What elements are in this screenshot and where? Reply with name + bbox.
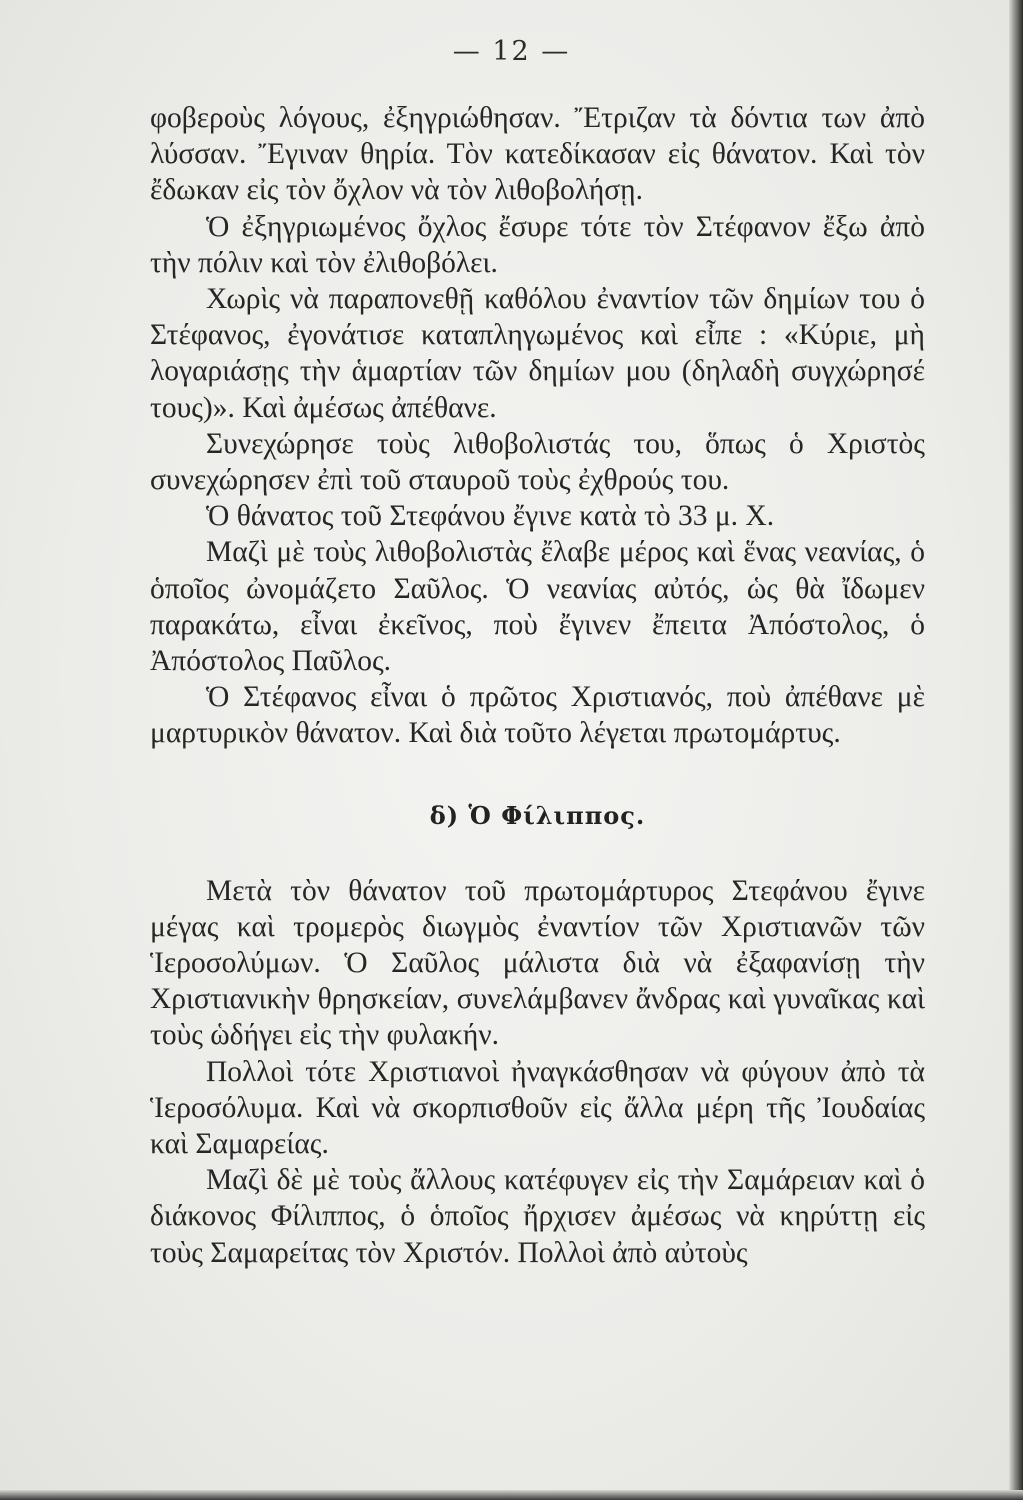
paragraph: Χωρὶς νὰ παραπονεθῇ καθόλου ἐναντίον τῶν δημίων του ὁ Στέφανος, ἐγονάτισε καταπληγωμένος καὶ εἶπε : «Κύριε, μὴ λογαριάσῃς τὴν ἁμαρτίαν τῶν δημίων μου (δηλαδὴ συγχώρησέ τους)». Καὶ ἀμέσως ἀπέθανε. [150,283,925,424]
paragraph: Ὁ Στέφανος εἶναι ὁ πρῶτος Χριστιανός, ποὺ ἀπέθανε μὲ μαρτυρικὸν θάνατον. Καὶ διὰ τοῦτο λέγεται πρωτομάρτυς. [150,681,925,750]
page-bottom-shadow [0,1490,1023,1500]
paragraph: Ὁ θάνατος τοῦ Στεφάνου ἔγινε κατὰ τὸ 33 μ. Χ. [206,500,775,533]
section-heading-philip: δ) Ὁ Φίλιππος. [429,800,646,830]
page-number: — 12 — [452,36,571,67]
paragraph: Μετὰ τὸν θάνατον τοῦ πρωτομάρτυρος Στεφάνου ἔγινε μέγας καὶ τρομερὸς διωγμὸς ἐναντίον τῶν Χριστιανῶν τῶν Ἱεροσολύμων. Ὁ Σαῦλος μάλιστα διὰ νὰ ἐξαφανίσῃ τὴν Χριστιανικὴν θρησκείαν, συνελάμβανεν ἄνδρας καὶ γυναῖκας καὶ τοὺς ὡδήγει εἰς τὴν φυλακήν. [150,874,925,1052]
paragraph: Μαζὶ δὲ μὲ τοὺς ἄλλους κατέφυγεν εἰς τὴν Σαμάρειαν καὶ ὁ διάκονος Φίλιππος, ὁ ὁποῖος ἤρχισεν ἀμέσως νὰ κηρύττῃ εἰς τοὺς Σαμαρείτας τὸν Χριστόν. Πολλοὶ ἀπὸ αὐτοὺς [150,1164,925,1269]
paragraph: Μαζὶ μὲ τοὺς λιθοβολιστὰς ἔλαβε μέρος καὶ ἕνας νεανίας, ὁ ὁποῖος ὠνομάζετο Σαῦλος. Ὁ νεανίας αὐτός, ὡς θὰ ἴδωμεν παρακάτω, εἶναι ἐκεῖνος, ποὺ ἔγινεν ἔπειτα Ἀπόστολος, ὁ Ἀπόστολος Παῦλος. [150,536,925,678]
paragraph: Συνεχώρησε τοὺς λιθοβολιστάς του, ὅπως ὁ Χριστὸς συνεχώρησεν ἐπὶ τοῦ σταυροῦ τοὺς ἐχθρούς του. [150,427,925,497]
paragraph: φοβεροὺς λόγους, ἐξηγριώθησαν. Ἔτριζαν τὰ δόντια των ἀπὸ λύσσαν. Ἔγιναν θηρία. Τὸν κατεδίκασαν εἰς θάνατον. Καὶ τὸν ἔδωκαν εἰς τὸν ὄχλον νὰ τὸν λιθοβολήσῃ. [150,102,925,207]
paragraph: Ὁ ἐξηγριωμένος ὄχλος ἔσυρε τότε τὸν Στέφανον ἔξω ἀπὸ τὴν πόλιν καὶ τὸν ἐλιθοβόλει. [150,210,925,279]
section-stephen-martyrdom [150,100,925,1271]
paragraph: Πολλοὶ τότε Χριστιανοὶ ἠναγκάσθησαν νὰ φύγουν ἀπὸ τὰ Ἱεροσόλυμα. Καὶ νὰ σκορπισθοῦν εἰς ἄλλα μέρη τῆς Ἰουδαίας καὶ Σαμαρείας. [150,1055,925,1161]
page-edge-shadow [1009,0,1023,1500]
